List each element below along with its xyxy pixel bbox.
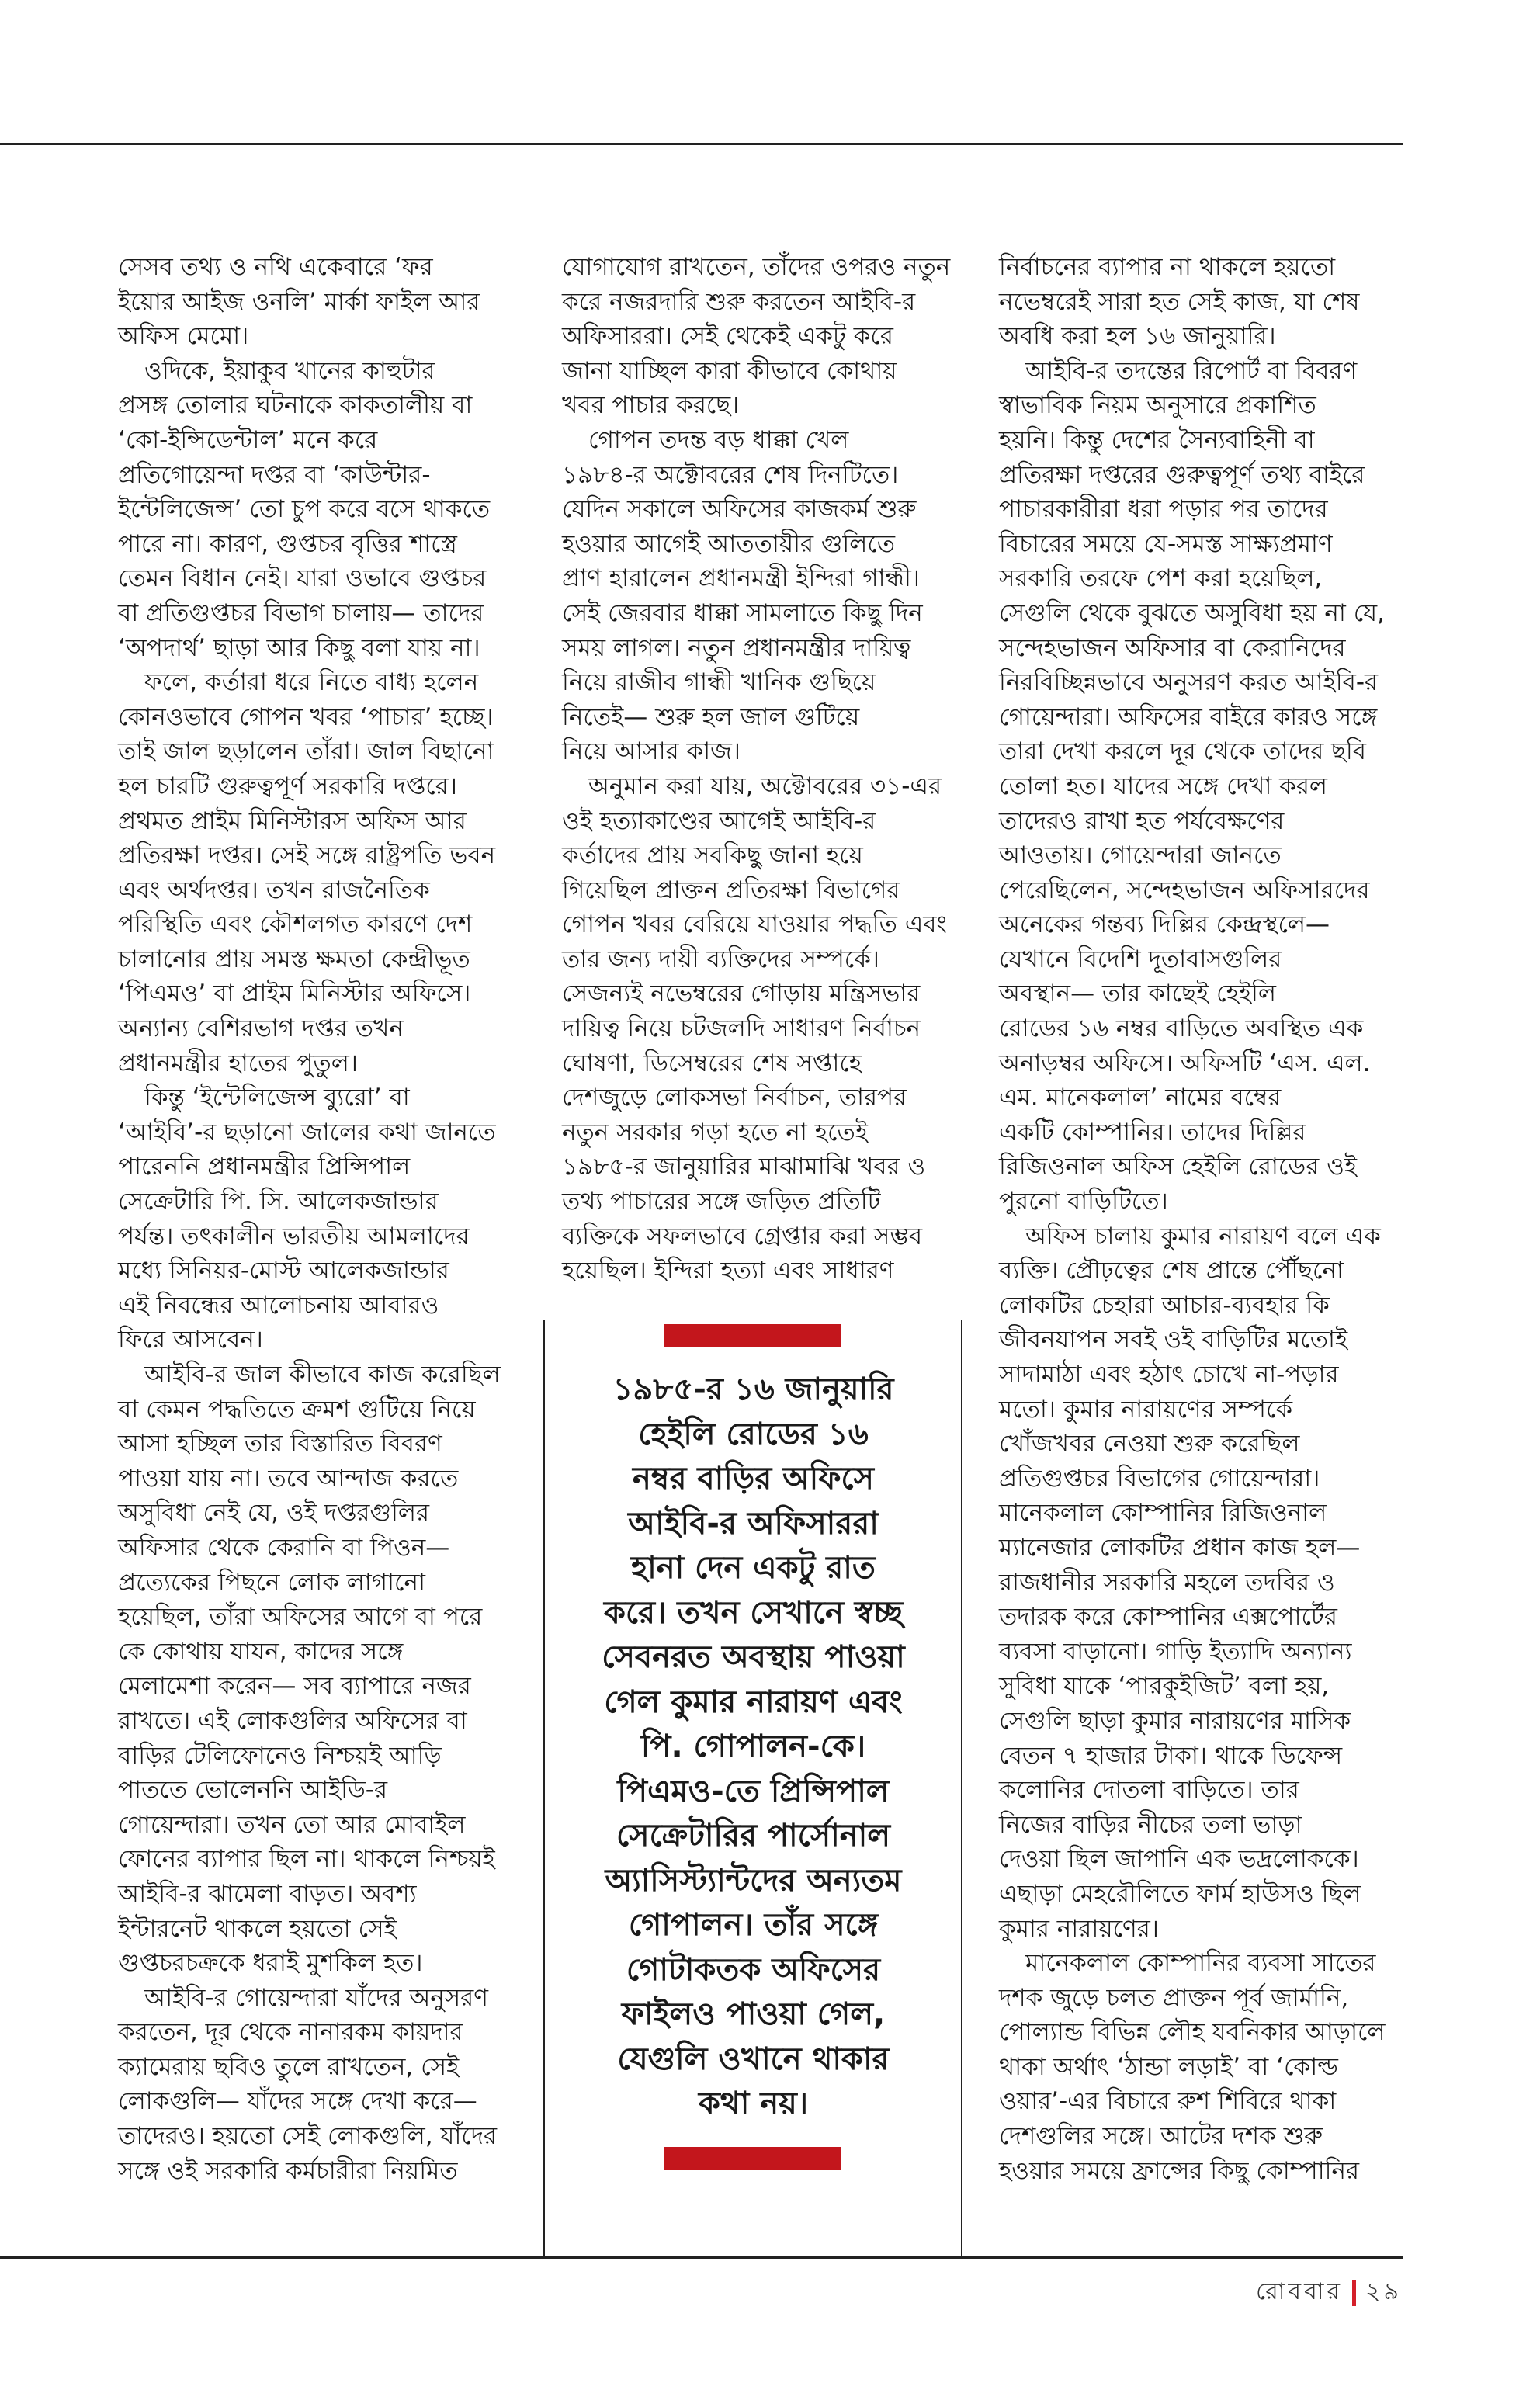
text-line: ব্যবসা বাড়ানো। গাড়ি ইত্যাদি অন্যান্য bbox=[999, 1637, 1352, 1666]
text-line: হয়েছিল। ইন্দিরা হত্যা এবং সাধারণ bbox=[562, 1257, 894, 1285]
text-line: ওয়ার’-এর বিচারে রুশ শিবিরে থাকা bbox=[999, 2087, 1337, 2116]
text-line: অনুমান করা যায়, অক্টোবরের ৩১-এর bbox=[588, 772, 942, 800]
pull-quote-line: পিএমও-তে প্রিন্সিপাল bbox=[617, 1773, 890, 1809]
text-line: প্রথমত প্রাইম মিনিস্টারস অফিস আর bbox=[118, 806, 467, 835]
text-line: সেই জেরবার ধাক্কা সামলাতে কিছু দিন bbox=[562, 598, 923, 627]
text-line: সুবিধা যাকে ‘পারকুইজিট’ বলা হয়, bbox=[999, 1672, 1330, 1701]
text-line: সেজন্যই নভেম্বরের গোড়ায় মন্ত্রিসভার bbox=[562, 980, 921, 1008]
text-line: তদারক করে কোম্পানির এক্সপোর্টের bbox=[999, 1603, 1337, 1632]
text-line: বা কেমন পদ্ধতিতে ক্রমশ গুটিয়ে নিয়ে bbox=[118, 1395, 476, 1424]
text-line: বা প্রতিগুপ্তচর বিভাগ চালায়— তাদের bbox=[118, 598, 484, 627]
pull-quote-line: কথা নয়। bbox=[698, 2086, 809, 2121]
paragraph bbox=[562, 769, 946, 1288]
text-line: প্রাণ হারালেন প্রধানমন্ত্রী ইন্দিরা গান্ধী। bbox=[562, 564, 920, 593]
paragraph bbox=[999, 1219, 1383, 1946]
text-line: কুমার নারায়ণের। bbox=[999, 1914, 1159, 1943]
pullquote-left-divider bbox=[543, 1320, 545, 2256]
text-line: জানা যাচ্ছিল কারা কীভাবে কোথায় bbox=[562, 356, 897, 385]
pull-quote-line: গোপালন। তাঁর সঙ্গে bbox=[628, 1907, 879, 1943]
text-line: রাজধানীর সরকারি মহলে তদবির ও bbox=[999, 1568, 1335, 1597]
text-line: ওদিকে, ইয়াকুব খানের কাহুটার bbox=[144, 356, 435, 385]
text-line: আইবি-র জাল কীভাবে কাজ করেছিল bbox=[144, 1361, 501, 1389]
paragraph bbox=[118, 1080, 502, 1358]
text-line: ‘কো-ইন্সিডেন্টাল’ মনে করে bbox=[118, 425, 378, 454]
text-line: গোয়েন্দারা। অফিসের বাইরে কারও সঙ্গে bbox=[999, 702, 1378, 731]
text-line: কে কোথায় যাযন, কাদের সঙ্গে bbox=[118, 1637, 404, 1666]
text-line: খোঁজখবর নেওয়া শুরু করেছিল bbox=[999, 1430, 1300, 1458]
text-line: ফলে, কর্তারা ধরে নিতে বাধ্য হলেন bbox=[144, 668, 479, 697]
text-line: প্রধানমন্ত্রীর হাতের পুতুল। bbox=[118, 1049, 358, 1077]
text-line: ‘অপদার্থ’ ছাড়া আর কিছু বলা যায় না। bbox=[118, 633, 480, 662]
page-footer bbox=[1256, 2273, 1402, 2312]
text-line: প্রত্যেকের পিছনে লোক লাগানো bbox=[118, 1568, 425, 1597]
text-line: তেমন বিধান নেই। যারা ওভাবে গুপ্তচর bbox=[118, 564, 487, 593]
text-line: মধ্যে সিনিয়র-মোস্ট আলেকজান্ডার bbox=[118, 1257, 449, 1285]
text-line: নিজের বাড়ির নীচের তলা ভাড়া bbox=[999, 1810, 1302, 1839]
pullquote-right-divider bbox=[961, 1320, 962, 2256]
top-rule bbox=[0, 143, 1403, 145]
text-line: হল চারটি গুরুত্বপূর্ণ সরকারি দপ্তরে। bbox=[118, 772, 457, 800]
text-line: কোনওভাবে গোপন খবর ‘পাচার’ হচ্ছে। bbox=[118, 702, 494, 731]
text-line: পারে না। কারণ, গুপ্তচর বৃত্তির শাস্ত্রে bbox=[118, 529, 457, 558]
page-number: ২৯ bbox=[1365, 2278, 1402, 2305]
text-line: হয়নি। কিন্তু দেশের সৈন্যবাহিনী বা bbox=[999, 425, 1315, 454]
pull-quote-line: আইবি-র অফিসাররা bbox=[628, 1505, 879, 1542]
pull-quote-line: হেইলি রোডের ১৬ bbox=[638, 1416, 869, 1452]
pull-quote-bottom-bar bbox=[664, 2147, 841, 2170]
text-line: দেশগুলির সঙ্গে। আটের দশক শুরু bbox=[999, 2122, 1323, 2151]
text-line: তোলা হত। যাদের সঙ্গে দেখা করল bbox=[999, 772, 1328, 800]
text-line: সঙ্গে ওই সরকারি কর্মচারীরা নিয়মিত bbox=[118, 2156, 458, 2185]
text-line: অফিস চালায় কুমার নারায়ণ বলে এক bbox=[1025, 1222, 1381, 1250]
text-line: তারা দেখা করলে দূর থেকে তাদের ছবি bbox=[999, 737, 1367, 766]
text-line: গিয়েছিল প্রাক্তন প্রতিরক্ষা বিভাগের bbox=[562, 876, 900, 904]
text-line: নিতেই— শুরু হল জাল গুটিয়ে bbox=[562, 702, 860, 731]
text-line: পরিস্থিতি এবং কৌশলগত কারণে দেশ bbox=[118, 910, 473, 939]
text-line: গোয়েন্দারা। তখন তো আর মোবাইল bbox=[118, 1810, 466, 1839]
text-line: অফিসাররা। সেই থেকেই একটু করে bbox=[562, 322, 893, 351]
text-line: বাড়ির টেলিফোনেও নিশ্চয়ই আড়ি bbox=[118, 1741, 442, 1770]
paragraph bbox=[562, 423, 946, 769]
text-line: পাচারকারীরা ধরা পড়ার পর তাদের bbox=[999, 495, 1328, 524]
text-line: করতেন, দূর থেকে নানারকম কায়দার bbox=[118, 2018, 463, 2047]
text-line: তার জন্য দায়ী ব্যক্তিদের সম্পর্কে। bbox=[562, 945, 879, 973]
text-line: গোপন খবর বেরিয়ে যাওয়ার পদ্ধতি এবং bbox=[562, 910, 947, 939]
text-line: মানেকলাল কোম্পানির ব্যবসা সাতের bbox=[1025, 1949, 1376, 1978]
text-line: সেক্রেটারি পি. সি. আলেকজান্ডার bbox=[118, 1188, 439, 1216]
text-line: তথ্য পাচারের সঙ্গে জড়িত প্রতিটি bbox=[562, 1188, 881, 1216]
text-line: দশক জুড়ে চলত প্রাক্তন পূর্ব জার্মানি, bbox=[999, 1983, 1349, 2012]
text-line: অনাড়ম্বর অফিসে। অফিসটি ‘এস. এল. bbox=[999, 1049, 1371, 1077]
text-line: নিয়ে আসার কাজ। bbox=[562, 737, 741, 766]
text-line: বেতন ৭ হাজার টাকা। থাকে ডিফেন্স bbox=[999, 1741, 1343, 1770]
text-line: হয়েছিল, তাঁরা অফিসের আগে বা পরে bbox=[118, 1603, 483, 1632]
text-line: যোগাযোগ রাখতেন, তাঁদের ওপরও নতুন bbox=[562, 253, 951, 281]
text-line: পাওয়া যায় না। তবে আন্দাজ করতে bbox=[118, 1464, 459, 1493]
text-line: ব্যক্তি। প্রৌঢ়ত্বের শেষ প্রান্তে পৌঁছনো bbox=[999, 1257, 1344, 1285]
article-column-3 bbox=[999, 250, 1386, 2188]
bottom-rule bbox=[0, 2256, 1403, 2259]
text-line: তাই জাল ছড়ালেন তাঁরা। জাল বিছানো bbox=[118, 737, 494, 766]
paragraph bbox=[999, 250, 1383, 354]
pull-quote-line: সেবনরত অবস্থায় পাওয়া bbox=[602, 1639, 905, 1675]
text-line: এবং অর্থদপ্তর। তখন রাজনৈতিক bbox=[118, 876, 430, 904]
magazine-name: রোববার bbox=[1256, 2278, 1344, 2305]
text-line: প্রসঙ্গ তোলার ঘটনাকে কাকতালীয় বা bbox=[118, 391, 473, 420]
text-line: ফোনের ব্যাপার ছিল না। থাকলে নিশ্চয়ই bbox=[118, 1845, 495, 1874]
text-line: আওতায়। গোয়েন্দারা জানতে bbox=[999, 841, 1282, 870]
text-line: এম. মানেকলাল’ নামের বম্বের bbox=[999, 1084, 1282, 1112]
text-line: আসা হচ্ছিল তার বিস্তারিত বিবরণ bbox=[118, 1430, 442, 1458]
text-line: লোকগুলি— যাঁদের সঙ্গে দেখা করে— bbox=[118, 2087, 477, 2116]
text-line: নিয়ে রাজীব গান্ধী খানিক গুছিয়ে bbox=[562, 668, 876, 697]
text-line: ফিরে আসবেন। bbox=[118, 1326, 263, 1354]
text-line: প্রতিরক্ষা দপ্তর। সেই সঙ্গে রাষ্ট্রপতি ভবন bbox=[118, 841, 496, 870]
text-line: করে নজরদারি শুরু করতেন আইবি-র bbox=[562, 287, 916, 316]
text-line: ‘পিএমও’ বা প্রাইম মিনিস্টার অফিসে। bbox=[118, 980, 471, 1008]
text-line: রাখতে। এই লোকগুলির অফিসের বা bbox=[118, 1706, 467, 1735]
pull-quote-line: করে। তখন সেখানে স্বচ্ছ bbox=[604, 1594, 903, 1631]
text-line: রোডের ১৬ নম্বর বাড়িতে অবস্থিত এক bbox=[999, 1014, 1364, 1043]
paragraph bbox=[999, 1946, 1386, 2188]
text-line: তাদেরও। হয়তো সেই লোকগুলি, যাঁদের bbox=[118, 2122, 498, 2151]
text-line: সন্দেহভাজন অফিসার বা কেরানিদের bbox=[999, 633, 1346, 662]
text-line: পর্যন্ত। তৎকালীন ভারতীয় আমলাদের bbox=[118, 1222, 470, 1250]
text-line: নতুন সরকার গড়া হতে না হতেই bbox=[562, 1118, 868, 1146]
text-line: ম্যানেজার লোকটির প্রধান কাজ হল— bbox=[999, 1533, 1361, 1562]
text-line: আইবি-র তদন্তের রিপোর্ট বা বিবরণ bbox=[1025, 356, 1358, 385]
text-line: প্রতিরক্ষা দপ্তরের গুরুত্বপূর্ণ তথ্য বাইরে bbox=[999, 460, 1365, 489]
text-line: পেরেছিলেন, সন্দেহভাজন অফিসারদের bbox=[999, 876, 1370, 904]
text-line: ‘আইবি’-র ছড়ানো জালের কথা জানতে bbox=[118, 1118, 496, 1146]
text-line: অবধি করা হল ১৬ জানুয়ারি। bbox=[999, 322, 1276, 351]
text-line: ব্যক্তিকে সফলভাবে গ্রেপ্তার করা সম্ভব bbox=[562, 1222, 923, 1250]
article-column-1 bbox=[118, 250, 502, 2188]
text-line: রিজিওনাল অফিস হেইলি রোডের ওই bbox=[999, 1153, 1358, 1181]
text-line: ক্যামেরায় ছবিও তুলে রাখতেন, সেই bbox=[118, 2052, 460, 2081]
text-line: সাদামাঠা এবং হঠাৎ চোখে না-পড়ার bbox=[999, 1361, 1339, 1389]
text-line: অফিস মেমো। bbox=[118, 322, 249, 351]
text-line: স্বাভাবিক নিয়ম অনুসারে প্রকাশিত bbox=[999, 391, 1316, 420]
pull-quote-top-bar bbox=[664, 1324, 841, 1347]
pull-quote-line: নম্বর বাড়ির অফিসে bbox=[633, 1461, 874, 1496]
text-line: ১৯৮৫-র জানুয়ারির মাঝামাঝি খবর ও bbox=[562, 1153, 926, 1181]
text-line: থাকা অর্থাৎ ‘ঠান্ডা লড়াই’ বা ‘কোল্ড bbox=[999, 2052, 1338, 2081]
article-column-2 bbox=[562, 250, 951, 1288]
text-line: পোল্যান্ড বিভিন্ন লৌহ যবনিকার আড়ালে bbox=[999, 2018, 1386, 2047]
text-line: ইন্টেলিজেন্স’ তো চুপ করে বসে থাকতে bbox=[118, 495, 491, 524]
text-line: আইবি-র গোয়েন্দারা যাঁদের অনুসরণ bbox=[144, 1983, 488, 2012]
text-line: সেগুলি থেকে বুঝতে অসুবিধা হয় না যে, bbox=[999, 598, 1386, 627]
paragraph bbox=[118, 250, 502, 354]
pull-quote-line: অ্যাসিস্ট্যান্টদের অন্যতম bbox=[605, 1862, 902, 1899]
paragraph bbox=[118, 1981, 502, 2189]
pull-quote-line: গোটাকতক অফিসের bbox=[626, 1951, 881, 1988]
pull-quote bbox=[562, 1320, 945, 2173]
text-line: দেশজুড়ে লোকসভা নির্বাচন, তারপর bbox=[562, 1084, 907, 1112]
text-line: খবর পাচার করছে। bbox=[562, 391, 740, 420]
text-line: সেসব তথ্য ও নথি একেবারে ‘ফর bbox=[118, 253, 433, 281]
text-line: গোপন তদন্ত বড় ধাক্কা খেল bbox=[588, 425, 849, 454]
text-line: বিচারের সময়ে যে-সমস্ত সাক্ষ্যপ্রমাণ bbox=[999, 529, 1333, 558]
text-line: হওয়ার আগেই আততায়ীর গুলিতে bbox=[562, 529, 896, 558]
text-line: পাততে ভোলেননি আইডি-র bbox=[118, 1776, 388, 1805]
text-line: দায়িত্ব নিয়ে চটজলদি সাধারণ নির্বাচন bbox=[562, 1014, 921, 1043]
pull-quote-text bbox=[562, 1368, 945, 2127]
text-line: অবস্থান— তার কাছেই হেইলি bbox=[999, 980, 1276, 1008]
text-line: অফিসার থেকে কেরানি বা পিওন— bbox=[118, 1533, 450, 1562]
text-line: ইন্টারনেট থাকলে হয়তো সেই bbox=[118, 1914, 397, 1943]
text-line: কিন্তু ‘ইন্টেলিজেন্স ব্যুরো’ বা bbox=[144, 1084, 410, 1112]
pull-quote-line: ১৯৮৫-র ১৬ জানুয়ারি bbox=[612, 1372, 894, 1407]
pull-quote-line: যেগুলি ওখানে থাকার bbox=[617, 2041, 890, 2077]
text-line: পুরনো বাড়িটিতে। bbox=[999, 1188, 1168, 1216]
text-line: দেওয়া ছিল জাপানি এক ভদ্রলোককে। bbox=[999, 1845, 1359, 1874]
paragraph bbox=[118, 1358, 502, 1981]
text-line: এই নিবন্ধের আলোচনায় আবারও bbox=[118, 1291, 439, 1320]
text-line: কলোনির দোতলা বাড়িতে। তার bbox=[999, 1776, 1299, 1805]
text-line: যেখানে বিদেশি দূতাবাসগুলির bbox=[999, 945, 1282, 973]
text-line: গুপ্তচরচক্রকে ধরাই মুশকিল হত। bbox=[118, 1949, 423, 1978]
text-line: ১৯৮৪-র অক্টোবরের শেষ দিনটিতে। bbox=[562, 460, 899, 489]
paragraph bbox=[999, 354, 1386, 1219]
text-line: মতো। কুমার নারায়ণের সম্পর্কে bbox=[999, 1395, 1293, 1424]
text-line: পারেননি প্রধানমন্ত্রীর প্রিন্সিপাল bbox=[118, 1153, 411, 1181]
text-line: নির্বাচনের ব্যাপার না থাকলে হয়তো bbox=[999, 253, 1336, 281]
text-line: মেলামেশা করেন— সব ব্যাপারে নজর bbox=[118, 1672, 471, 1701]
footer-separator bbox=[1352, 2280, 1356, 2306]
text-line: জীবনযাপন সবই ওই বাড়িটির মতোই bbox=[999, 1326, 1348, 1354]
text-line: আইবি-র ঝামেলা বাড়ত। অবশ্য bbox=[118, 1879, 417, 1908]
text-line: তাদেরও রাখা হত পর্যবেক্ষণের bbox=[999, 806, 1285, 835]
text-line: ইয়োর আইজ ওনলি’ মার্কা ফাইল আর bbox=[118, 287, 480, 316]
text-line: এছাড়া মেহরৌলিতে ফার্ম হাউসও ছিল bbox=[999, 1879, 1361, 1908]
text-line: হওয়ার সময়ে ফ্রান্সের কিছু কোম্পানির bbox=[999, 2156, 1360, 2185]
paragraph bbox=[562, 250, 951, 423]
text-line: অসুবিধা নেই যে, ওই দপ্তরগুলির bbox=[118, 1499, 429, 1528]
text-line: ঘোষণা, ডিসেম্বরের শেষ সপ্তাহে bbox=[562, 1049, 862, 1077]
pull-quote-line: গেল কুমার নারায়ণ এবং bbox=[604, 1684, 903, 1720]
text-line: মানেকলাল কোম্পানির রিজিওনাল bbox=[999, 1499, 1327, 1528]
pull-quote-line: পি. গোপালন-কে। bbox=[640, 1729, 866, 1764]
text-line: একটি কোম্পানির। তাদের দিল্লির bbox=[999, 1118, 1306, 1146]
text-line: সময় লাগল। নতুন প্রধানমন্ত্রীর দায়িত্ব bbox=[562, 633, 911, 662]
pull-quote-line: হানা দেন একটু রাত bbox=[631, 1550, 876, 1586]
text-line: নভেম্বরেই সারা হত সেই কাজ, যা শেষ bbox=[999, 287, 1360, 316]
pull-quote-line: সেক্রেটারির পার্সোনাল bbox=[616, 1818, 891, 1854]
text-line: লোকটির চেহারা আচার-ব্যবহার কি bbox=[999, 1291, 1330, 1320]
text-line: প্রতিগোয়েন্দা দপ্তর বা ‘কাউন্টার- bbox=[118, 460, 431, 489]
pull-quote-line: ফাইলও পাওয়া গেল, bbox=[621, 1996, 886, 2032]
text-line: সেগুলি ছাড়া কুমার নারায়ণের মাসিক bbox=[999, 1706, 1351, 1735]
text-line: প্রতিগুপ্তচর বিভাগের গোয়েন্দারা। bbox=[999, 1464, 1320, 1493]
paragraph bbox=[118, 665, 502, 1080]
paragraph bbox=[118, 354, 502, 665]
text-line: সরকারি তরফে পেশ করা হয়েছিল, bbox=[999, 564, 1323, 593]
text-line: কর্তাদের প্রায় সবকিছু জানা হয়ে bbox=[562, 841, 863, 870]
text-line: যেদিন সকালে অফিসের কাজকর্ম শুরু bbox=[562, 495, 917, 524]
text-line: অনেকের গন্তব্য দিল্লির কেন্দ্রস্থলে— bbox=[999, 910, 1330, 939]
text-line: ওই হত্যাকাণ্ডের আগেই আইবি-র bbox=[562, 806, 876, 835]
text-line: নিরবিচ্ছিন্নভাবে অনুসরণ করত আইবি-র bbox=[999, 668, 1379, 697]
text-line: অন্যান্য বেশিরভাগ দপ্তর তখন bbox=[118, 1014, 404, 1043]
text-line: চালানোর প্রায় সমস্ত ক্ষমতা কেন্দ্রীভূত bbox=[118, 945, 470, 973]
